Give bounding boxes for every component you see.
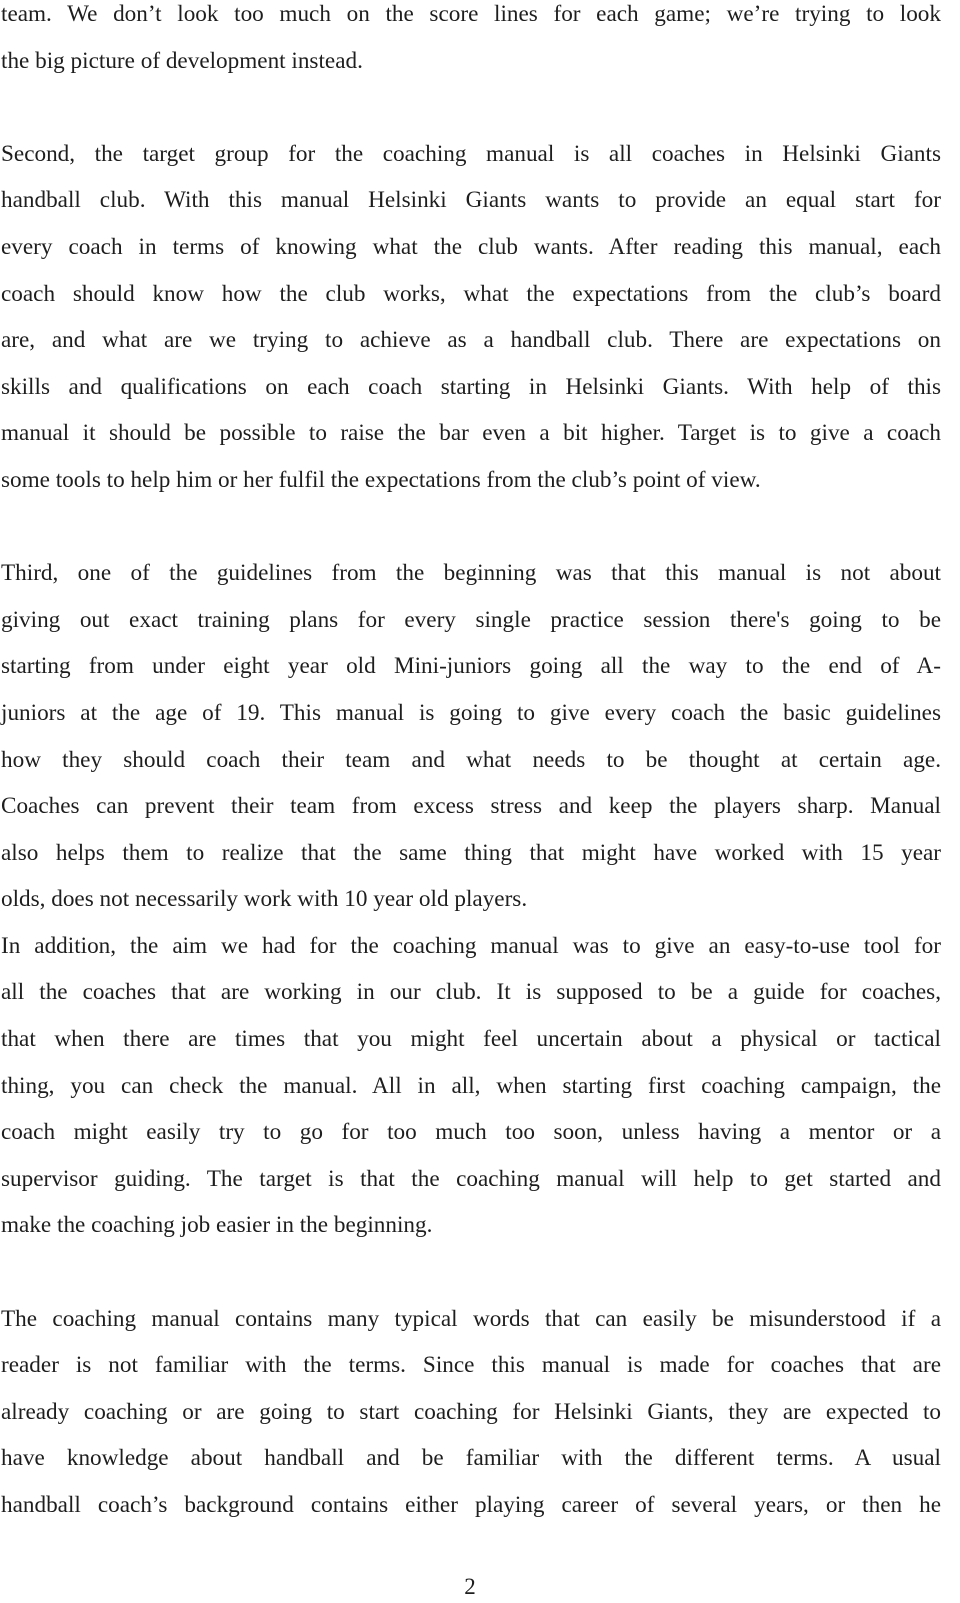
text-line: reader is not familiar with the terms. Since this manual is made for coaches that are: [1, 1352, 941, 1379]
text-line: all the coaches that are working in our club. It is supposed to be a guide for coaches,: [1, 979, 941, 1006]
text-line: giving out exact training plans for every single practice session there's going to be: [1, 606, 941, 633]
body-text: [1, 0, 941, 1529]
text-line: are, and what are we trying to achieve as a handball club. There are expectations on: [1, 327, 941, 354]
text-line: olds, does not necessarily work with 10 year old players.: [1, 886, 528, 913]
text-line: make the coaching job easier in the beginning.: [1, 1212, 433, 1239]
text-line: also helps them to realize that the same thing that might have worked with 15 year: [1, 839, 941, 866]
text-line: already coaching or are going to start coaching for Helsinki Giants, they are expected to: [1, 1398, 941, 1425]
paragraph-break: [1, 1249, 941, 1296]
text-line: Second, the target group for the coaching manual is all coaches in Helsinki Giants: [1, 140, 941, 167]
text-line: Third, one of the guidelines from the beginning was that this manual is not about: [1, 560, 941, 587]
text-line: starting from under eight year old Mini-juniors going all the way to the end of A-: [1, 653, 941, 680]
text-line: manual it should be possible to raise the bar even a bit higher. Target is to give a coach: [1, 420, 941, 447]
text-line: coach might easily try to go for too much too soon, unless having a mentor or a: [1, 1119, 941, 1146]
text-line: team. We don’t look too much on the score lines for each game; we’re trying to look: [1, 1, 941, 27]
text-line: thing, you can check the manual. All in all, when starting first coaching campaign, the: [1, 1072, 941, 1099]
text-line: juniors at the age of 19. This manual is going to give every coach the basic guidelines: [1, 699, 941, 726]
text-line: that when there are times that you might feel uncertain about a physical or tactical: [1, 1026, 941, 1053]
text-line: some tools to help him or her fulfil the expectations from the club’s point of view.: [1, 466, 761, 493]
text-line: The coaching manual contains many typical words that can easily be misunderstood if a: [1, 1305, 941, 1332]
text-line: the big picture of development instead.: [1, 47, 363, 74]
text-line: handball club. With this manual Helsinki Giants wants to provide an equal start for: [1, 187, 941, 214]
text-line: have knowledge about handball and be familiar with the different terms. A usual: [1, 1445, 941, 1472]
text-line: skills and qualifications on each coach starting in Helsinki Giants. With help of this: [1, 373, 941, 400]
text-line: handball coach’s background contains either playing career of several years, or then he: [1, 1492, 941, 1518]
text-line: supervisor guiding. The target is that the coaching manual will help to get started and: [1, 1165, 941, 1192]
paragraph-break: [1, 84, 941, 131]
text-line: Coaches can prevent their team from excess stress and keep the players sharp. Manual: [1, 793, 941, 820]
paragraph-break: [1, 504, 941, 551]
text-line: every coach in terms of knowing what the club wants. After reading this manual, each: [1, 233, 941, 260]
text-line: In addition, the aim we had for the coaching manual was to give an easy-to-use tool for: [1, 932, 941, 959]
text-line: how they should coach their team and what needs to be thought at certain age.: [1, 746, 941, 773]
page-number: 2: [464, 1574, 476, 1599]
text-line: coach should know how the club works, what the expectations from the club’s board: [1, 280, 941, 307]
